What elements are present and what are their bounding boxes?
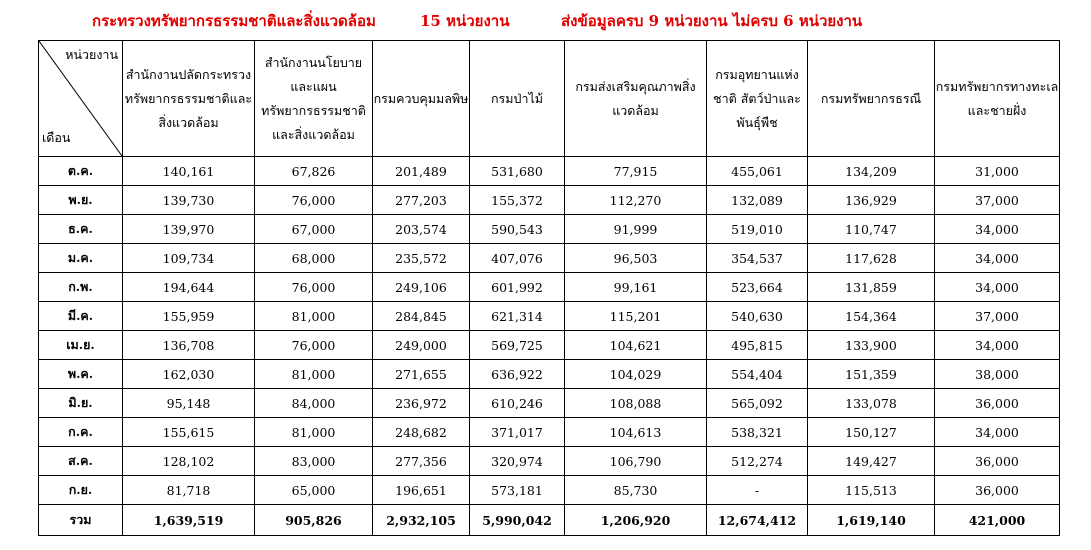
month-cell: มิ.ย. [39,389,123,418]
value-cell: 84,000 [255,389,373,418]
value-cell: 249,106 [373,273,470,302]
column-header: กรมส่งเสริมคุณภาพสิ่งแวดล้อม [565,41,707,157]
value-cell: 112,270 [565,186,707,215]
value-cell: 81,000 [255,360,373,389]
value-cell: 523,664 [707,273,808,302]
value-cell: 610,246 [470,389,565,418]
value-cell: 133,078 [808,389,935,418]
column-header: กรมทรัพยากรทางทะเลและชายฝั่ง [935,41,1060,157]
value-cell: 85,730 [565,476,707,505]
value-cell: 354,537 [707,244,808,273]
value-cell: 108,088 [565,389,707,418]
value-cell: 34,000 [935,418,1060,447]
column-header: กรมควบคุมมลพิษ [373,41,470,157]
total-cell: 1,206,920 [565,505,707,536]
value-cell: 34,000 [935,244,1060,273]
table-row [39,360,1060,389]
total-cell: 2,932,105 [373,505,470,536]
total-label: รวม [39,505,123,536]
column-header: กรมทรัพยากรธรณี [808,41,935,157]
value-cell: 104,029 [565,360,707,389]
total-row [39,505,1060,536]
month-cell: ก.ย. [39,476,123,505]
value-cell: 91,999 [565,215,707,244]
value-cell: 573,181 [470,476,565,505]
value-cell: 569,725 [470,331,565,360]
value-cell: 162,030 [123,360,255,389]
value-cell: 31,000 [935,157,1060,186]
submission-status: ส่งข้อมูลครบ 9 หน่วยงาน ไม่ครบ 6 หน่วยงาน [561,12,863,30]
table-body [39,157,1060,536]
value-cell: 151,359 [808,360,935,389]
value-cell: 37,000 [935,302,1060,331]
total-cell: 421,000 [935,505,1060,536]
value-cell: 407,076 [470,244,565,273]
value-cell: 136,708 [123,331,255,360]
value-cell: 76,000 [255,186,373,215]
value-cell: 128,102 [123,447,255,476]
total-cell: 1,619,140 [808,505,935,536]
month-cell: ก.พ. [39,273,123,302]
value-cell: 540,630 [707,302,808,331]
value-cell: 149,427 [808,447,935,476]
report-title [0,9,1091,35]
value-cell: 236,972 [373,389,470,418]
value-cell: 155,372 [470,186,565,215]
corner-unit-label: หน่วยงาน [65,47,118,62]
value-cell: 455,061 [707,157,808,186]
corner-month-label: เดือน [42,130,71,145]
value-cell: 155,959 [123,302,255,331]
value-cell: 248,682 [373,418,470,447]
value-cell: 81,000 [255,302,373,331]
value-cell: 136,929 [808,186,935,215]
value-cell: 277,356 [373,447,470,476]
value-cell: 34,000 [935,273,1060,302]
table-row [39,244,1060,273]
value-cell: 512,274 [707,447,808,476]
value-cell: 538,321 [707,418,808,447]
month-cell: ม.ค. [39,244,123,273]
month-cell: มี.ค. [39,302,123,331]
value-cell: 320,974 [470,447,565,476]
value-cell: 117,628 [808,244,935,273]
value-cell: 203,574 [373,215,470,244]
month-cell: ต.ค. [39,157,123,186]
value-cell: 371,017 [470,418,565,447]
value-cell: 196,651 [373,476,470,505]
value-cell: 284,845 [373,302,470,331]
value-cell: 139,730 [123,186,255,215]
value-cell: 531,680 [470,157,565,186]
value-cell: 68,000 [255,244,373,273]
value-cell: 636,922 [470,360,565,389]
table-row [39,331,1060,360]
value-cell: 76,000 [255,273,373,302]
value-cell: 96,503 [565,244,707,273]
value-cell: 99,161 [565,273,707,302]
unit-count: 15 หน่วยงาน [420,12,510,30]
value-cell: 81,000 [255,418,373,447]
value-cell: 519,010 [707,215,808,244]
value-cell: 150,127 [808,418,935,447]
value-cell: 565,092 [707,389,808,418]
value-cell: 76,000 [255,331,373,360]
total-cell: 1,639,519 [123,505,255,536]
value-cell: 271,655 [373,360,470,389]
month-cell: ก.ค. [39,418,123,447]
value-cell: 65,000 [255,476,373,505]
column-header: สำนักงานนโยบายและแผนทรัพยากรธรรมชาติและสิ่งแวดล้อม [255,41,373,157]
value-cell: 115,201 [565,302,707,331]
value-cell: - [707,476,808,505]
value-cell: 81,718 [123,476,255,505]
column-header: กรมอุทยานแห่งชาติ สัตว์ป่าและพันธุ์พืช [707,41,808,157]
value-cell: 133,900 [808,331,935,360]
table-row [39,302,1060,331]
value-cell: 277,203 [373,186,470,215]
value-cell: 621,314 [470,302,565,331]
value-cell: 109,734 [123,244,255,273]
value-cell: 131,859 [808,273,935,302]
value-cell: 38,000 [935,360,1060,389]
value-cell: 139,970 [123,215,255,244]
corner-header [39,41,123,157]
value-cell: 37,000 [935,186,1060,215]
value-cell: 95,148 [123,389,255,418]
total-cell: 905,826 [255,505,373,536]
table-row [39,447,1060,476]
value-cell: 201,489 [373,157,470,186]
value-cell: 36,000 [935,389,1060,418]
value-cell: 110,747 [808,215,935,244]
value-cell: 115,513 [808,476,935,505]
value-cell: 601,992 [470,273,565,302]
value-cell: 140,161 [123,157,255,186]
value-cell: 134,209 [808,157,935,186]
table-row [39,273,1060,302]
ministry-title: กระทรวงทรัพยากรธรรมชาติและสิ่งแวดล้อม [92,12,376,30]
value-cell: 67,000 [255,215,373,244]
month-cell: พ.ย. [39,186,123,215]
value-cell: 34,000 [935,331,1060,360]
total-cell: 12,674,412 [707,505,808,536]
value-cell: 495,815 [707,331,808,360]
value-cell: 36,000 [935,476,1060,505]
value-cell: 154,364 [808,302,935,331]
value-cell: 34,000 [935,215,1060,244]
header-row [39,41,1060,157]
table-row [39,186,1060,215]
value-cell: 249,000 [373,331,470,360]
value-cell: 106,790 [565,447,707,476]
value-cell: 132,089 [707,186,808,215]
value-cell: 590,543 [470,215,565,244]
table-row [39,215,1060,244]
value-cell: 104,613 [565,418,707,447]
column-header: กรมป่าไม้ [470,41,565,157]
table-row [39,389,1060,418]
value-cell: 77,915 [565,157,707,186]
table-row [39,418,1060,447]
column-header: สำนักงานปลัดกระทรวงทรัพยากรธรรมชาติและสิ่งแวดล้อม [123,41,255,157]
value-cell: 104,621 [565,331,707,360]
value-cell: 83,000 [255,447,373,476]
value-cell: 155,615 [123,418,255,447]
month-cell: พ.ค. [39,360,123,389]
value-cell: 194,644 [123,273,255,302]
value-cell: 554,404 [707,360,808,389]
total-cell: 5,990,042 [470,505,565,536]
month-cell: ส.ค. [39,447,123,476]
value-cell: 67,826 [255,157,373,186]
month-cell: ธ.ค. [39,215,123,244]
value-cell: 235,572 [373,244,470,273]
table-row [39,157,1060,186]
table-row [39,476,1060,505]
data-table [38,40,1060,536]
value-cell: 36,000 [935,447,1060,476]
month-cell: เม.ย. [39,331,123,360]
